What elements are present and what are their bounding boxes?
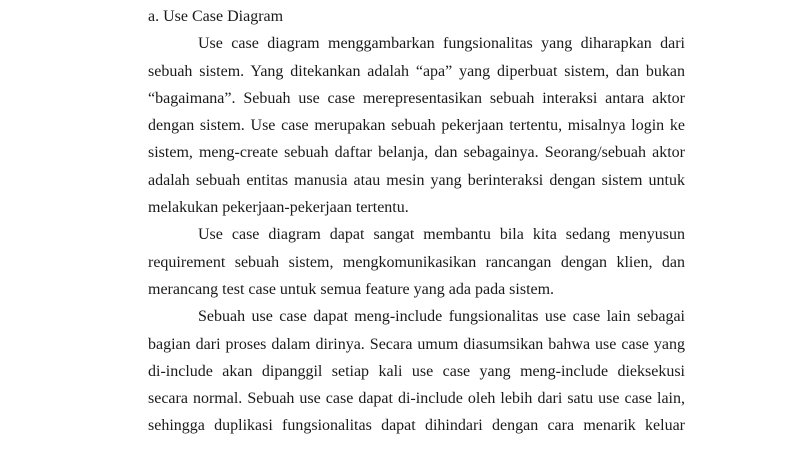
text-line: “bagaimana”. Sebuah use case merepresentasikan sebuah interaksi antara aktor — [148, 89, 685, 107]
paragraphs-container — [148, 30, 685, 439]
text-line: requirement sebuah sistem, mengkomunikasikan rancangan dengan klien, dan — [148, 253, 685, 271]
text-line: Sebuah use case dapat meng-include fungsionalitas use case lain sebagai — [198, 308, 685, 326]
text-line: bagian dari proses dalam dirinya. Secara umum diasumsikan bahwa use case yang — [148, 335, 685, 353]
text-line: di-include akan dipanggil setiap kali use case yang meng-include dieksekusi — [148, 362, 685, 380]
text-line: sehingga duplikasi fungsionalitas dapat dihindari dengan cara menarik keluar — [148, 417, 685, 435]
text-line: sistem, meng-create sebuah daftar belanja, dan sebagainya. Seorang/sebuah aktor — [148, 144, 685, 162]
text-block — [148, 3, 685, 440]
text-line: adalah sebuah entitas manusia atau mesin yang berinteraksi dengan sistem untuk — [148, 171, 685, 189]
text-line: dengan sistem. Use case merupakan sebuah pekerjaan tertentu, misalnya login ke — [148, 117, 685, 135]
text-line: sebuah sistem. Yang ditekankan adalah “apa” yang diperbuat sistem, dan bukan — [148, 62, 685, 80]
text-line: secara normal. Sebuah use case dapat di-include oleh lebih dari satu use case lain, — [148, 390, 685, 408]
text-line: Use case diagram menggambarkan fungsionalitas yang diharapkan dari — [198, 35, 685, 53]
text-line: Use case diagram dapat sangat membantu bila kita sedang menyusun — [198, 226, 685, 244]
text-line: merancang test case untuk semua feature yang ada pada sistem. — [148, 280, 555, 298]
text-line: melakukan pekerjaan-pekerjaan tertentu. — [148, 199, 409, 217]
section-heading: a. Use Case Diagram — [148, 8, 284, 25]
